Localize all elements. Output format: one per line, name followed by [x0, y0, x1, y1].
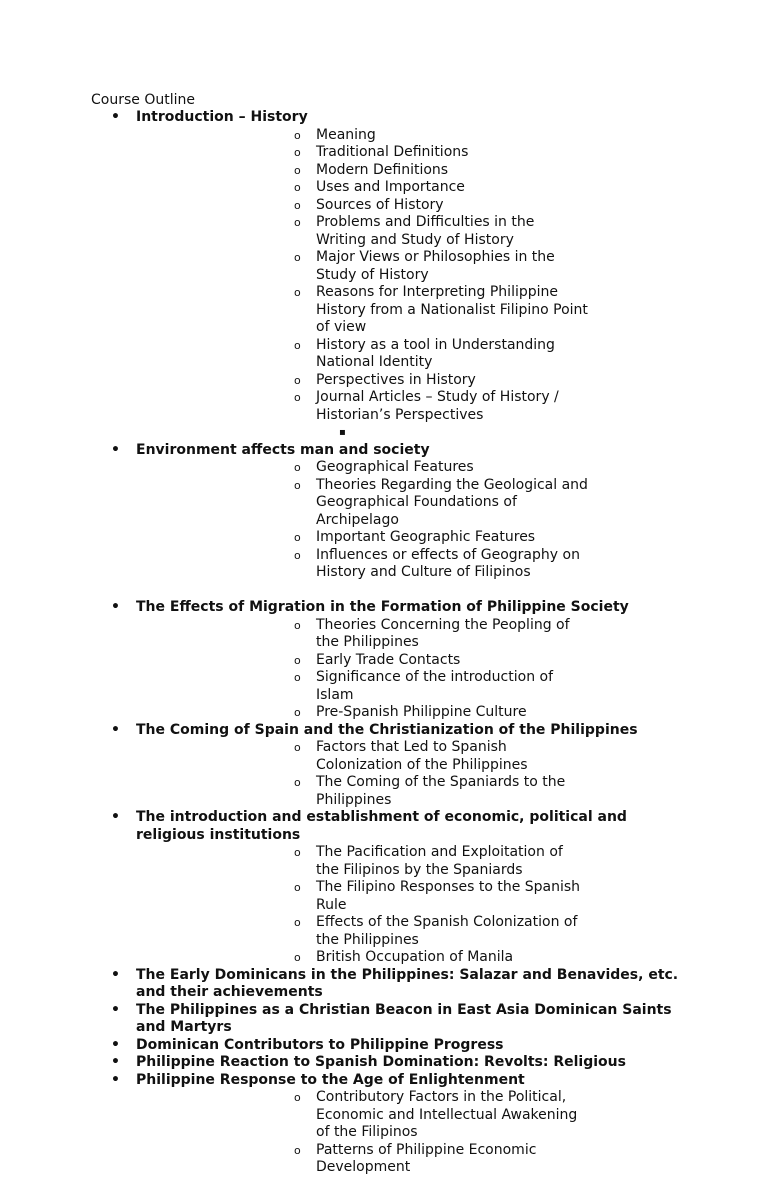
- outline-section: [0, 109, 768, 442]
- sub-item: o The Filipino Responses to the Spanish Rule: [294, 879, 581, 913]
- section-heading: The Effects of Migration in the Formation of Philippine Society: [136, 599, 629, 615]
- outline-section: [0, 809, 768, 967]
- sub-item: o Major Views or Philosophies in the Study of History: [294, 249, 555, 283]
- circle-bullet-icon: o: [294, 461, 301, 474]
- sub-item: o Pre-Spanish Philippine Culture: [294, 704, 527, 720]
- section-heading: Dominican Contributors to Philippine Progress: [136, 1036, 504, 1053]
- bullet-icon: •: [111, 1054, 120, 1070]
- outline-section: [0, 1054, 768, 1072]
- circle-bullet-icon: o: [294, 671, 301, 684]
- sub-item: o Theories Concerning the Peopling of the Philippines: [294, 616, 570, 650]
- bullet-icon: •: [111, 441, 120, 458]
- sub-item: o Effects of the Spanish Colonization of the Philippines: [294, 914, 578, 948]
- circle-bullet-icon: o: [294, 741, 301, 754]
- section-heading: The introduction and establishment of economic, political and religious institutions: [136, 809, 627, 843]
- circle-bullet-icon: o: [294, 198, 301, 212]
- circle-bullet-icon: o: [294, 338, 301, 352]
- sub-item: o Sources of History: [294, 196, 444, 213]
- outline-section: [0, 1002, 768, 1037]
- outline-section: [0, 967, 768, 1002]
- circle-bullet-icon: o: [294, 916, 301, 929]
- circle-bullet-icon: o: [294, 1143, 301, 1157]
- sub-item: o British Occupation of Manila: [294, 949, 514, 965]
- sub-item: o Contributory Factors in the Political, Economic and Intellectual Awakening of the Filipinos: [294, 1089, 578, 1140]
- bullet-icon: •: [111, 721, 120, 738]
- sub-item: o Geographical Features: [294, 459, 474, 475]
- circle-bullet-icon: o: [294, 478, 301, 492]
- bullet-icon: •: [111, 1071, 120, 1088]
- circle-bullet-icon: o: [294, 128, 301, 142]
- sub-list: [136, 739, 688, 809]
- sub-item: o Early Trade Contacts: [294, 651, 461, 668]
- circle-bullet-icon: o: [294, 181, 301, 194]
- bullet-icon: •: [111, 599, 120, 615]
- outline-list: [0, 109, 768, 1177]
- sub-item: o Patterns of Philippine Economic Development: [294, 1141, 537, 1175]
- circle-bullet-icon: o: [294, 391, 301, 404]
- circle-bullet-icon: o: [294, 776, 301, 789]
- outline-section: [0, 722, 768, 810]
- circle-bullet-icon: o: [294, 548, 301, 562]
- square-bullet-icon: ▪: [339, 427, 346, 438]
- section-heading: Philippine Response to the Age of Enlightenment: [136, 1071, 525, 1088]
- sub-item: o History as a tool in Understanding National Identity: [294, 336, 555, 370]
- sub-item: o Journal Articles – Study of History / Historian’s Perspectives: [294, 389, 559, 423]
- circle-bullet-icon: o: [294, 846, 301, 859]
- sub-list: [136, 617, 688, 722]
- bullet-icon: •: [111, 109, 120, 125]
- circle-bullet-icon: o: [294, 1091, 301, 1104]
- circle-bullet-icon: o: [294, 146, 301, 159]
- sub-item: o Problems and Difficulties in the Writing and Study of History: [294, 214, 535, 248]
- circle-bullet-icon: o: [294, 881, 301, 894]
- sub-item: o Reasons for Interpreting Philippine History from a Nationalist Filipino Point of view: [294, 284, 588, 335]
- sub-item: o Important Geographic Features: [294, 529, 536, 545]
- document-page: [0, 92, 768, 1177]
- section-heading: The Coming of Spain and the Christianization of the Philippines: [136, 721, 638, 738]
- sub-item: o Uses and Importance: [294, 179, 465, 195]
- sub-item: o Factors that Led to Spanish Colonization of the Philippines: [294, 739, 528, 773]
- section-heading: Philippine Reaction to Spanish Domination: Revolts: Religious: [136, 1054, 626, 1070]
- sub-item: o The Coming of the Spaniards to the Philippines: [294, 774, 566, 808]
- sub-item: o The Pacification and Exploitation of the Filipinos by the Spaniards: [294, 844, 563, 878]
- sub-item: o Significance of the introduction of Islam: [294, 669, 554, 703]
- sub-list: [136, 459, 688, 582]
- bullet-icon: •: [111, 966, 120, 983]
- section-heading: Environment affects man and society: [136, 441, 430, 458]
- sub-item: o Theories Regarding the Geological and Geographical Foundations of Archipelago: [294, 476, 588, 528]
- circle-bullet-icon: o: [294, 653, 301, 667]
- circle-bullet-icon: o: [294, 216, 301, 229]
- outline-section: [0, 442, 768, 600]
- sub-item: o Perspectives in History: [294, 371, 476, 388]
- bullet-icon: •: [111, 809, 120, 825]
- section-heading: The Early Dominicans in the Philippines: Salazar and Benavides, etc. and their achievements: [136, 966, 679, 1000]
- outline-section: [0, 1037, 768, 1055]
- circle-bullet-icon: o: [294, 531, 301, 544]
- outline-section: [0, 599, 768, 722]
- sub-item: o Modern Definitions: [294, 161, 449, 178]
- section-heading: Introduction – History: [136, 109, 308, 125]
- section-heading: The Philippines as a Christian Beacon in East Asia Dominican Saints and Martyrs: [136, 1001, 672, 1035]
- bullet-icon: •: [111, 1001, 120, 1018]
- document-title: Course Outline: [91, 92, 195, 108]
- circle-bullet-icon: o: [294, 618, 301, 632]
- circle-bullet-icon: o: [294, 706, 301, 719]
- outline-section: [0, 1072, 768, 1177]
- sub-item: o Traditional Definitions: [294, 144, 469, 160]
- sub-item: o Meaning: [294, 126, 376, 143]
- sub-list: [136, 844, 688, 967]
- bullet-icon: •: [111, 1036, 120, 1053]
- circle-bullet-icon: o: [294, 951, 301, 964]
- circle-bullet-icon: o: [294, 373, 301, 387]
- sub-list: [136, 1089, 688, 1177]
- sub-list: [136, 127, 688, 425]
- sub-item: o Influences or effects of Geography on History and Culture of Filipinos: [294, 546, 580, 580]
- circle-bullet-icon: o: [294, 163, 301, 177]
- circle-bullet-icon: o: [294, 286, 301, 299]
- circle-bullet-icon: o: [294, 251, 301, 264]
